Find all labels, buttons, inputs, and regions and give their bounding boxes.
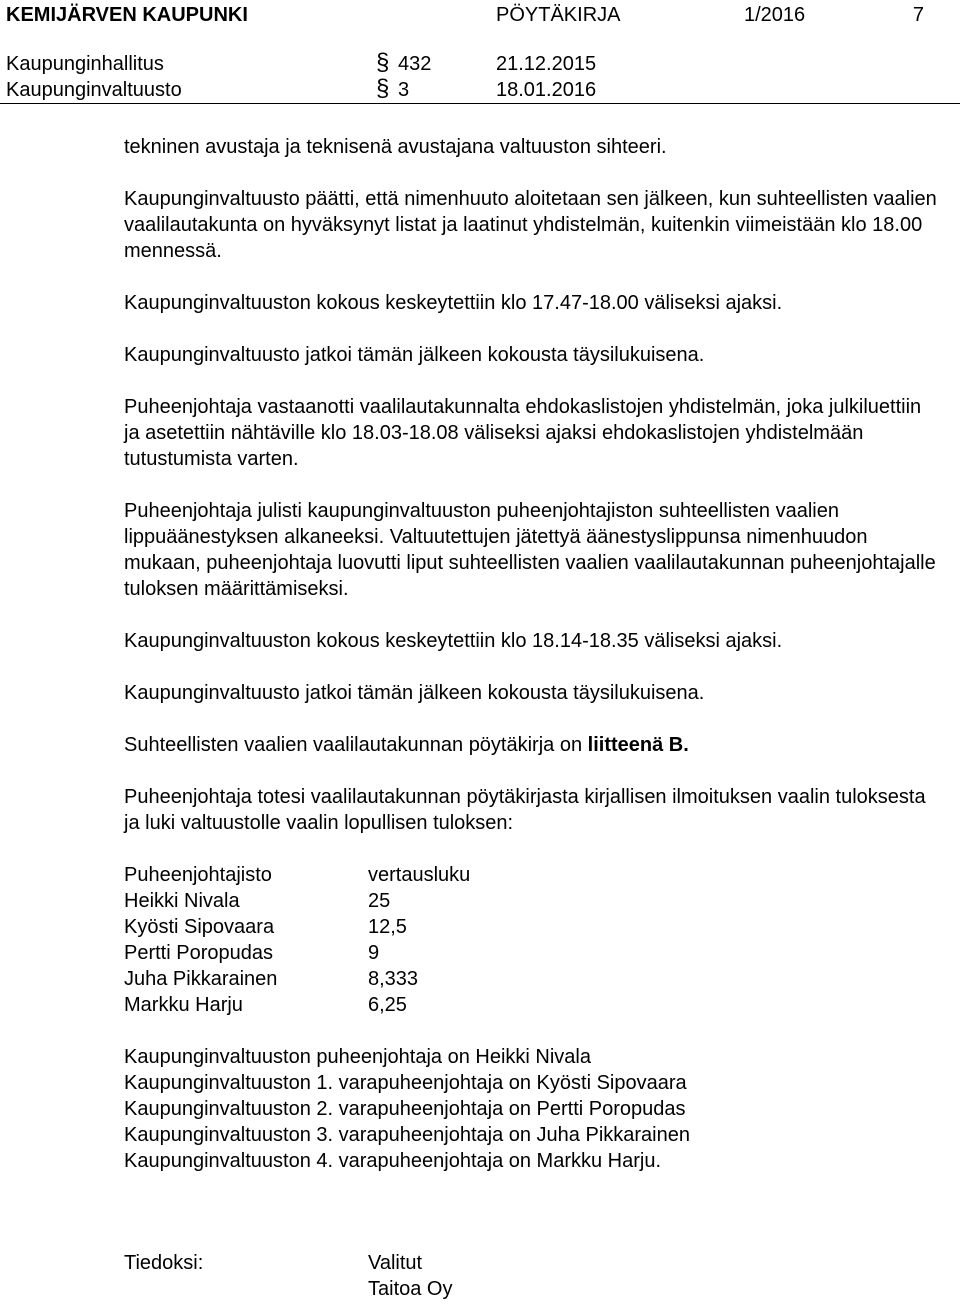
document-type: PÖYTÄKIRJA <box>496 4 621 26</box>
meeting-date: 18.01.2016 <box>496 79 597 101</box>
paragraph: Kaupunginvaltuuston kokous keskeytettiin klo 18.14-18.35 väliseksi ajaksi. <box>124 630 783 652</box>
results-header-value: vertausluku <box>368 864 471 886</box>
document-header <box>6 2 954 28</box>
paragraph: Kaupunginvaltuuston kokous keskeytettiin klo 17.47-18.00 väliseksi ajaksi. <box>124 292 783 314</box>
paragraph: Kaupunginvaltuusto jatkoi tämän jälkeen kokousta täysilukuisena. <box>124 682 705 704</box>
results-header-row <box>124 862 724 888</box>
comparison-number: 9 <box>368 942 380 964</box>
distribution-list <box>368 1250 452 1302</box>
attachment-reference: liitteenä B. <box>587 734 689 756</box>
comparison-number: 25 <box>368 890 391 912</box>
officer-line: Kaupunginvaltuuston 1. varapuheenjohtaja on Kyösti Sipovaara <box>124 1072 687 1094</box>
results-row <box>124 992 724 1018</box>
comparison-number: 6,25 <box>368 994 407 1016</box>
results-row <box>124 966 724 992</box>
officer-line: Kaupunginvaltuuston puheenjohtaja on Heikki Nivala <box>124 1046 591 1068</box>
distribution-recipient: Valitut <box>368 1252 423 1274</box>
candidate-name: Kyösti Sipovaara <box>124 916 275 938</box>
results-row <box>124 914 724 940</box>
candidate-name: Juha Pikkarainen <box>124 968 278 990</box>
officer-line: Kaupunginvaltuuston 2. varapuheenjohtaja on Pertti Poropudas <box>124 1098 686 1120</box>
page-number: 7 <box>912 4 924 26</box>
candidate-name: Pertti Poropudas <box>124 942 273 964</box>
paragraph: Puheenjohtaja julisti kaupunginvaltuuston puheenjohtajiston suhteellisten vaalien lippuäänestyksen alkaneeksi. Valtuutettujen jätettyä äänestyslippunsa nimenhuudon mukaan, puheenjohtaja luovutti liput suhteellisten vaalien vaalilautakunnan puheenjohtajalle tuloksen määrittämiseksi. <box>124 500 936 600</box>
attachment-paragraph <box>124 732 939 758</box>
distribution-recipient: Taitoa Oy <box>368 1278 453 1300</box>
candidate-name: Heikki Nivala <box>124 890 240 912</box>
candidate-name: Markku Harju <box>124 994 243 1016</box>
paragraph: tekninen avustaja ja teknisenä avustajana valtuuston sihteeri. <box>124 136 667 158</box>
officer-line: Kaupunginvaltuuston 4. varapuheenjohtaja on Markku Harju. <box>124 1150 662 1172</box>
paragraph: Puheenjohtaja vastaanotti vaalilautakunnalta ehdokaslistojen yhdistelmän, joka julkiluettiin ja asetettiin nähtäville klo 18.03-18.08 väliseksi ajaksi ehdokaslistojen yhdistelmään tutustumista varten. <box>124 396 922 470</box>
paragraph: Puheenjohtaja totesi vaalilautakunnan pöytäkirjasta kirjallisen ilmoituksen vaalin tuloksesta ja luki valtuustolle vaalin lopullisen tuloksen: <box>124 786 926 834</box>
attachment-text: Suhteellisten vaalien vaalilautakunnan pöytäkirja on <box>124 734 588 756</box>
meeting-date: 21.12.2015 <box>496 53 597 75</box>
body-name: Kaupunginvaltuusto <box>6 79 182 101</box>
results-row <box>124 940 724 966</box>
section-number: 3 <box>398 79 410 101</box>
document-number: 1/2016 <box>744 4 806 26</box>
body-name: Kaupunginhallitus <box>6 53 164 75</box>
header-body-row <box>6 51 706 77</box>
section-number: 432 <box>398 53 432 75</box>
header-divider <box>0 103 960 104</box>
paragraph: Kaupunginvaltuusto jatkoi tämän jälkeen kokousta täysilukuisena. <box>124 344 705 366</box>
paragraph: Kaupunginvaltuusto päätti, että nimenhuuto aloitetaan sen jälkeen, kun suhteellisten vaalien vaalilautakunta on hyväksynyt listat ja laatinut yhdistelmän, kuitenkin viimeistään klo 18.00 mennessä. <box>124 188 937 262</box>
distribution-label: Tiedoksi: <box>124 1252 204 1274</box>
organization-name: KEMIJÄRVEN KAUPUNKI <box>6 4 248 26</box>
header-body-row <box>6 77 706 103</box>
results-header-name: Puheenjohtajisto <box>124 864 272 886</box>
section-sign: § <box>376 75 390 102</box>
comparison-number: 8,333 <box>368 968 419 990</box>
comparison-number: 12,5 <box>368 916 407 938</box>
section-sign: § <box>376 49 390 76</box>
officer-line: Kaupunginvaltuuston 3. varapuheenjohtaja on Juha Pikkarainen <box>124 1124 690 1146</box>
results-row <box>124 888 724 914</box>
